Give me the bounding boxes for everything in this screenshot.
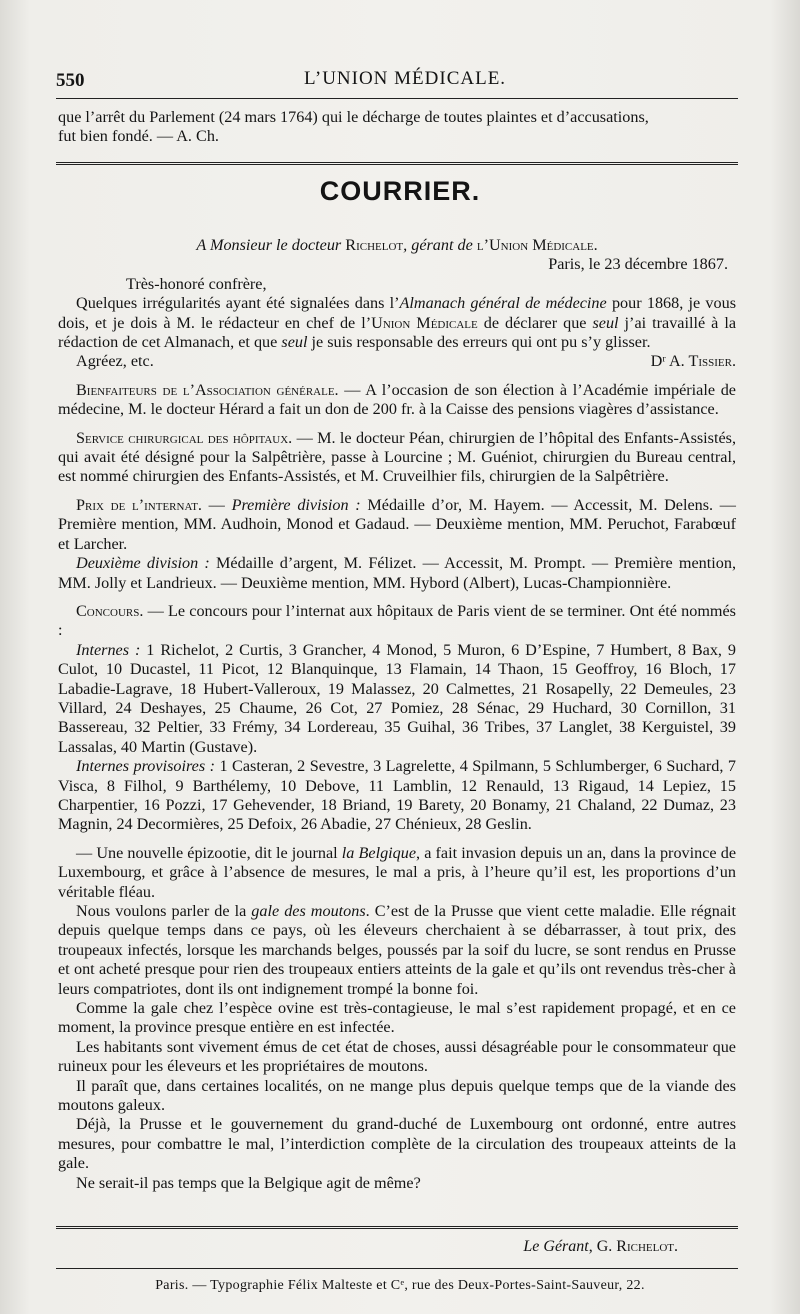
letter-address: A Monsieur le docteur Richelot, gérant de l’Union Médicale. [196, 236, 598, 254]
concours-paragraph: Concours. — Le concours pour l’internat aux hôpitaux de Paris vient de se terminer. Ont été nommés : [58, 601, 736, 640]
epizootie-paragraph-2: Nous voulons parler de la gale des moutons. C’est de la Prusse que vient cette maladie. Elle régnait depuis quelque temps dans ce pays, où les éleveurs cherchaient à se débarrasser, à tout prix, des troupeaux infectés, lorsque les marchands belges, poussés par la soif du lucre, se sont rendus en Prusse et ont acheté presque pour rien des troupeaux entiers atteints de la gale et qu’ils ont revendus très-cher à leurs compatriotes, dont ils ont indignement trompé la bonne foi. [58, 902, 736, 998]
prix-paragraph: Prix de l’internat. — Première division : Médaille d’or, M. Hayem. — Accessit, M. Delens. — Première mention, MM. Audhoin, Monod et Gadaud. — Deuxième mention, MM. Peruchot, Farabœuf et Larcher. [58, 495, 736, 553]
continued-line-2: fut bien fondé. — A. Ch. [58, 127, 219, 146]
running-title: L’UNION MÉDICALE. [304, 68, 507, 89]
courrier-body [58, 236, 736, 1193]
letter-closing: Agréez, etc. [76, 352, 154, 371]
epizootie-paragraph-1: — Une nouvelle épizootie, dit le journal la Belgique, a fait invasion depuis un an, dans la province de Luxembourg, et grâce à l’absence de mesures, le mal a pris, à l’heure qu’il est, les proportions d’un véritable fléau. [58, 843, 737, 901]
courrier-title: COURRIER. [319, 176, 481, 206]
letter-text: Quelques irrégularités ayant été signalées dans l’Almanach général de médecine pour 1868, je vous dois, et je dois à M. le rédacteur en chef de l’Union Médicale de déclarer que seul j’ai travaillé à la rédaction de cet Almanach, et que seul je suis responsable des erreurs qui ont pu s’y glisser. [58, 294, 736, 352]
page-header [56, 64, 736, 96]
epizootie-paragraph-6: Déjà, la Prusse et le gouvernement du grand-duché de Luxembourg ont ordonné, entre autres mesures, pour combattre le mal, l’interdiction complète de la circulation des troupeaux atteints de la gale. [58, 1115, 736, 1173]
prix-division-2: Deuxième division : Médaille d’argent, M. Félizet. — Accessit, M. Prompt. — Première mention, MM. Jolly et Landrieux. — Deuxième mention, MM. Hybord (Albert), Lucas-Championnière. [58, 554, 736, 592]
service-paragraph: Service chirurgical des hôpitaux. — M. le docteur Péan, chirurgien de l’hôpital des Enfants-Assistés, qui avait été désigné pour la Salpêtrière, passe à Lourcine ; M. Guéniot, chirurgien du Bureau central, est nommé chirurgien des Enfants-Assistés, et M. Cruveilhier fils, chirurgien de la Salpêtrière. [58, 428, 736, 486]
printer-imprint: Paris. — Typographie Félix Malteste et Cᵉ, rue des Deux-Portes-Saint-Sauveur, 22. [155, 1278, 645, 1293]
closing-divider [56, 1226, 738, 1229]
epizootie-paragraph-3: Comme la gale chez l’espèce ovine est très-contagieuse, le mal s’est rapidement propagé, et en ce moment, la province presque entière en est infectée. [58, 999, 736, 1037]
gerant-signature: Le Gérant, G. Richelot. [523, 1238, 678, 1255]
footer-rule [56, 1268, 738, 1269]
letter-salutation: Très-honoré confrère, [126, 274, 267, 293]
continued-text [58, 108, 736, 147]
bienfaiteurs-paragraph: Bienfaiteurs de l’Association générale. — A l’occasion de son élection à l’Académie impériale de médecine, M. le docteur Hérard a fait un don de 200 fr. à la Caisse des pensions viagères d’assistance. [58, 380, 736, 419]
section-divider [56, 162, 738, 165]
letter-signoff [58, 352, 736, 371]
internes-provisoires-list: Internes provisoires : 1 Casteran, 2 Sevestre, 3 Lagrelette, 4 Spilmann, 5 Schlumberger, 6 Suchard, 7 Visca, 8 Filhol, 9 Barthélemy, 10 Debove, 11 Lamblin, 12 Renauld, 13 Rigaud, 14 Lepiez, 15 Charpentier, 16 Pozzi, 17 Gehevender, 18 Briand, 19 Barety, 20 Bonamy, 21 Chaland, 22 Dumaz, 23 Magnin, 24 Decormières, 25 Defoix, 26 Abadie, 27 Chénieux, 28 Geslin. [58, 757, 736, 834]
letter-signature: Dʳ A. Tissier. [650, 352, 736, 371]
continued-line-1: que l’arrêt du Parlement (24 mars 1764) qui le décharge de toutes plaintes et d’accusations, [58, 108, 649, 126]
epizootie-paragraph-5: Il paraît que, dans certaines localités, on ne mange plus depuis quelque temps que de la viande des moutons galeux. [58, 1076, 736, 1115]
internes-list: Internes : 1 Richelot, 2 Curtis, 3 Grancher, 4 Monod, 5 Muron, 6 D’Espine, 7 Humbert, 8 Bax, 9 Culot, 10 Ducastel, 11 Picot, 12 Blanquinque, 13 Flamain, 14 Thaon, 15 Geoffroy, 16 Bloch, 17 Labadie-Lagrave, 18 Hubert-Valleroux, 19 Malassez, 20 Calmettes, 21 Rosapelly, 22 Demeules, 23 Villard, 24 Deshayes, 25 Chaume, 26 Cot, 27 Pomiez, 28 Sénac, 29 Huchard, 30 Cornillon, 31 Bassereau, 32 Peltier, 33 Frémy, 34 Lordereau, 35 Guihal, 36 Tribes, 37 Langlet, 38 Kerguistel, 39 Lassalas, 40 Martin (Gustave). [58, 640, 737, 756]
epizootie-paragraph-7: Ne serait-il pas temps que la Belgique agit de même? [76, 1173, 421, 1192]
header-rule [56, 98, 738, 99]
letter-date: Paris, le 23 décembre 1867. [548, 255, 728, 274]
epizootie-paragraph-4: Les habitants sont vivement émus de cet état de choses, aussi désagréable pour le consommateur que ruineux pour les éleveurs et les propriétaires de moutons. [58, 1037, 736, 1076]
page-number: 550 [56, 70, 85, 91]
